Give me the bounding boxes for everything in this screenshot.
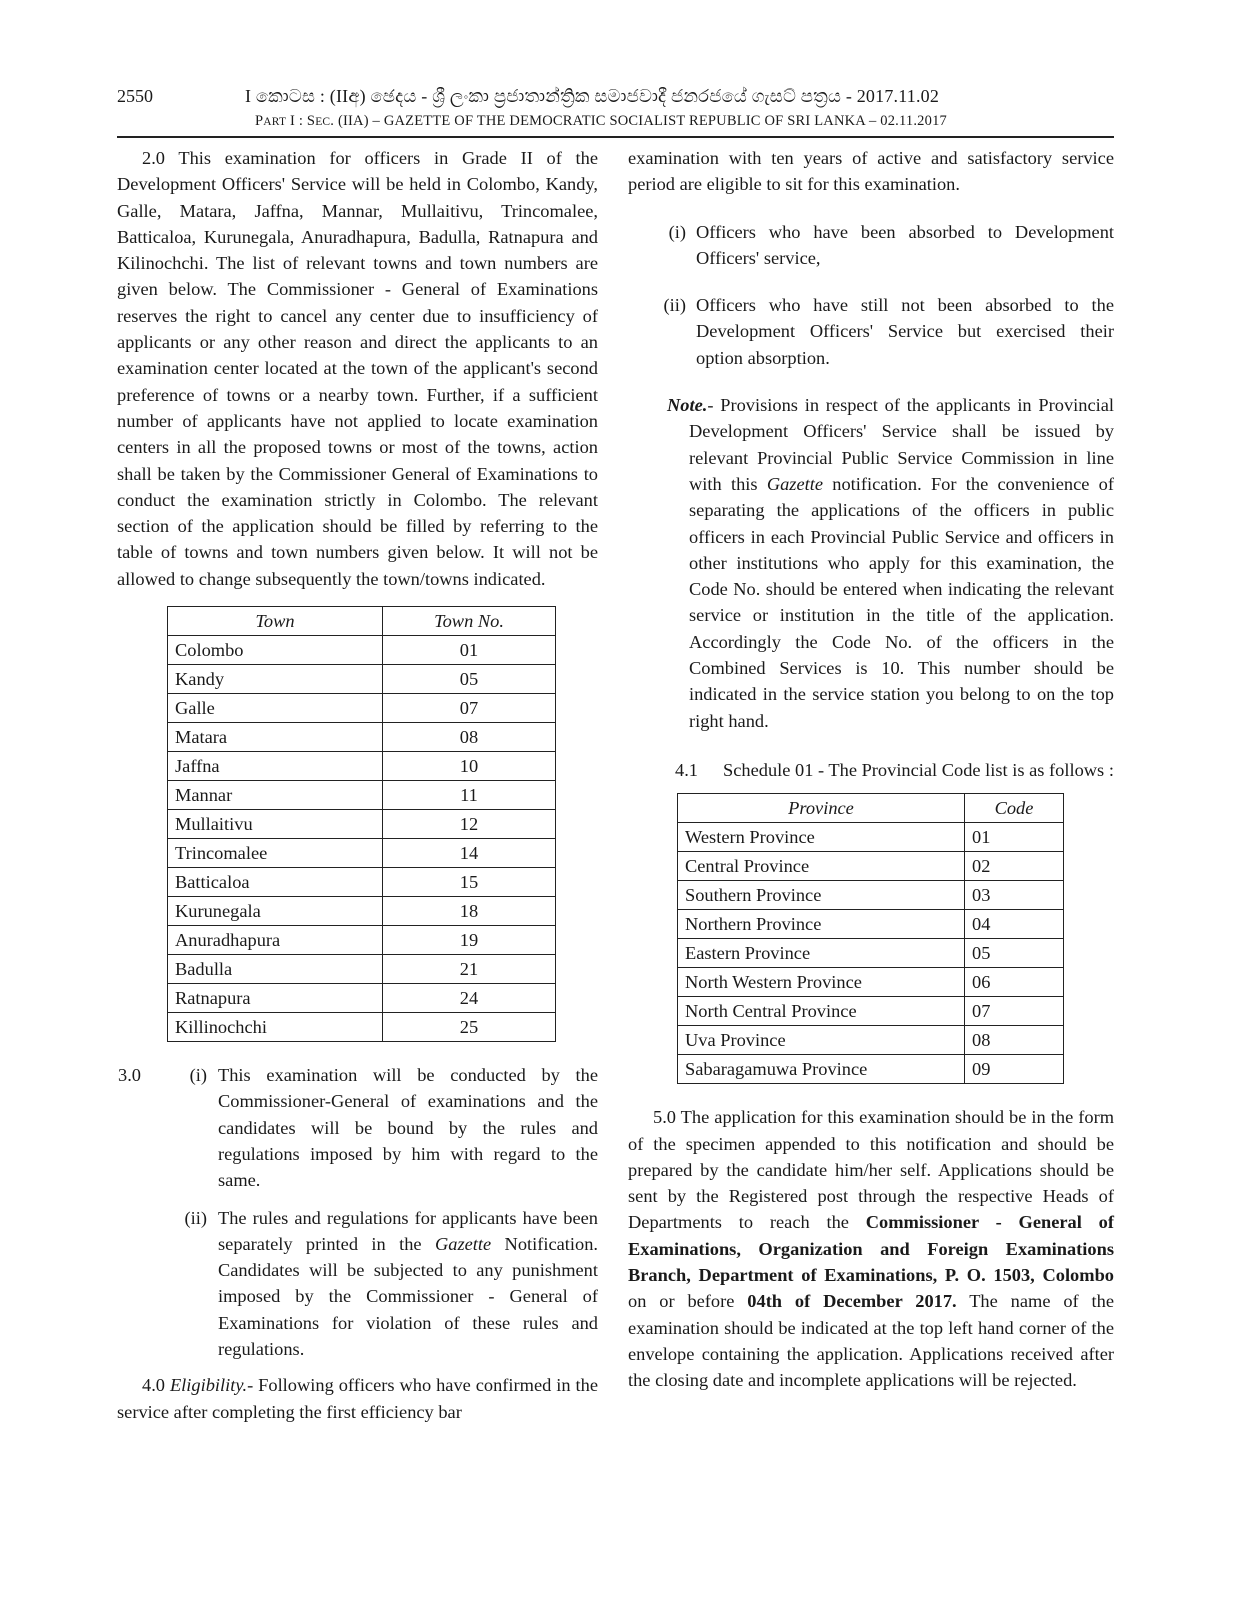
table-row — [678, 1055, 1064, 1084]
town-name-cell: Mullaitivu — [168, 810, 383, 839]
table-row — [168, 752, 556, 781]
province-table — [677, 793, 1064, 1084]
code-header: Code — [965, 794, 1064, 823]
section-4-1-number: 4.1 — [675, 759, 698, 780]
town-number-cell: 14 — [383, 839, 556, 868]
table-row — [678, 968, 1064, 997]
table-row — [678, 910, 1064, 939]
town-name-cell: Kurunegala — [168, 897, 383, 926]
section-4-1-text: Schedule 01 - The Provincial Code list is as follows : — [723, 759, 1114, 780]
section-3-0 — [117, 1062, 598, 1362]
table-row — [168, 839, 556, 868]
province-name-cell: Sabaragamuwa Province — [678, 1055, 965, 1084]
town-name-cell: Batticaloa — [168, 868, 383, 897]
table-row — [168, 636, 556, 665]
town-table-header — [168, 607, 556, 636]
town-number-cell: 12 — [383, 810, 556, 839]
paragraph-2-0: 2.0 This examination for officers in Grade II of the Development Officers' Service will be held in Colombo, Kandy, Galle, Matara, Jaffna, Mannar, Mullaitivu, Trincomalee, Batticaloa, Kurunegala, Anuradhapura, Badulla, Ratnapura and Kilinochchi. The list of relevant towns and town numbers are given below. The Commissioner - General of Examinations reserves the right to cancel any center due to insufficiency of applicants or any other reason and direct the applicants to an examination center located at the town of the applicant's second preference of towns or a nearby town. Further, if a sufficient number of applicants have not applied to locate examination centers in all the proposed towns or most of the towns, action shall be taken by the Commissioner General of Examinations to conduct the examination strictly in Colombo. The relevant section of the application should be filled by referring to the table of towns and town numbers given below. It will not be allowed to change subsequently the town/towns indicated. — [117, 148, 598, 589]
section-4-1 — [628, 757, 1114, 783]
table-row — [168, 926, 556, 955]
table-row — [678, 1026, 1064, 1055]
town-number-cell: 15 — [383, 868, 556, 897]
header-rule — [117, 136, 1114, 138]
province-name-cell: Eastern Province — [678, 939, 965, 968]
town-number-cell: 08 — [383, 723, 556, 752]
province-code-cell: 09 — [965, 1055, 1064, 1084]
province-code-cell: 04 — [965, 910, 1064, 939]
eligibility-item-i-label: (i) — [668, 221, 686, 242]
province-code-cell: 08 — [965, 1026, 1064, 1055]
table-row — [168, 723, 556, 752]
note-paragraph: Note.- Provisions in respect of the applicants in Provincial Development Officers' Service shall be issued by relevant Provincial Public Service Commission in line with this Gazette notification. For the convenience of separating the applications of the officers in public officers in each Provincial Public Service and officers in other institutions who apply for this examination, the Code No. should be entered when indicating the relevant service or institution in the title of the application. Accordingly the Code No. of the officers in the Combined Services is 10. This number should be indicated in the service station you belong to on the top right hand. — [667, 395, 1114, 731]
left-column — [117, 145, 598, 1425]
province-code-cell: 03 — [965, 881, 1064, 910]
section-3-i-text: This examination will be conducted by the Commissioner-General of examinations and the candidates will be bound by the rules and regulations imposed by him with regard to the same. — [218, 1065, 598, 1191]
table-row — [168, 665, 556, 694]
section-4-0: 4.0 Eligibility.- Following officers who have confirmed in the service after completing the first efficiency bar — [117, 1375, 598, 1422]
header-english-title: PART I : SEC. (IIA) – GAZETTE OF THE DEMOCRATIC SOCIALIST REPUBLIC OF SRI LANKA – 02.11.2017 — [255, 113, 947, 129]
town-number-cell: 21 — [383, 955, 556, 984]
town-name-cell: Matara — [168, 723, 383, 752]
table-row — [168, 955, 556, 984]
town-header: Town — [168, 607, 383, 636]
table-row — [678, 881, 1064, 910]
town-name-cell: Anuradhapura — [168, 926, 383, 955]
table-row — [678, 997, 1064, 1026]
section-5-0: 5.0 The application for this examination should be in the form of the specimen appended to this notification and should be prepared by the candidate him/her self. Applications should be sent by the Registered post through the respective Heads of Departments to reach the Commissioner - General of Examinations, Organization and Foreign Examinations Branch, Department of Examinations, P. O. 1503, Colombo on or before 04th of December 2017. The name of the examination should be indicated at the top left hand corner of the envelope containing the application. Applications received after the closing date and incomplete applications will be rejected. — [628, 1107, 1115, 1391]
province-name-cell: Uva Province — [678, 1026, 965, 1055]
page-number: 2550 — [117, 86, 153, 106]
province-header: Province — [678, 794, 965, 823]
section-3-ii-label: (ii) — [184, 1207, 207, 1228]
town-number-cell: 01 — [383, 636, 556, 665]
eligibility-item-ii-text: Officers who have still not been absorbed to the Development Officers' Service but exercised their option absorption. — [696, 295, 1114, 368]
eligibility-item-ii — [628, 292, 1114, 371]
town-table — [167, 606, 556, 1042]
town-name-cell: Badulla — [168, 955, 383, 984]
town-number-cell: 18 — [383, 897, 556, 926]
town-number-cell: 19 — [383, 926, 556, 955]
section-3-i-label: (i) — [189, 1065, 207, 1086]
table-row — [168, 984, 556, 1013]
town-name-cell: Ratnapura — [168, 984, 383, 1013]
province-name-cell: North Central Province — [678, 997, 965, 1026]
province-name-cell: Central Province — [678, 852, 965, 881]
province-table-header — [678, 794, 1064, 823]
province-code-cell: 01 — [965, 823, 1064, 852]
table-row — [168, 781, 556, 810]
province-code-cell: 06 — [965, 968, 1064, 997]
section-3-number: 3.0 — [118, 1065, 141, 1086]
town-name-cell: Mannar — [168, 781, 383, 810]
province-name-cell: Southern Province — [678, 881, 965, 910]
table-row — [168, 868, 556, 897]
province-name-cell: North Western Province — [678, 968, 965, 997]
town-number-cell: 24 — [383, 984, 556, 1013]
table-row — [168, 694, 556, 723]
town-name-cell: Trincomalee — [168, 839, 383, 868]
town-number-cell: 07 — [383, 694, 556, 723]
table-row — [678, 852, 1064, 881]
table-row — [678, 823, 1064, 852]
eligibility-item-ii-label: (ii) — [663, 295, 686, 316]
town-name-cell: Jaffna — [168, 752, 383, 781]
header-sinhala-title: I කොටස : (IIඅ) ඡෙදය - ශ්‍රී ලංකා ප්‍රජාතාන්ත්‍රික සමාජවාදී ජනරජයේ ගැසට් පත්‍රය - 2017.11.02 — [245, 86, 940, 106]
town-number-cell: 05 — [383, 665, 556, 694]
town-number-cell: 25 — [383, 1013, 556, 1042]
table-row — [168, 810, 556, 839]
table-row — [678, 939, 1064, 968]
province-code-cell: 07 — [965, 997, 1064, 1026]
right-column — [628, 145, 1114, 1394]
province-name-cell: Western Province — [678, 823, 965, 852]
section-3-ii-text: The rules and regulations for applicants have been separately printed in the Gazette Notification. Candidates will be subjected to any punishment imposed by the Commissioner - General of Examinations for violation of these rules and regulations. — [218, 1207, 599, 1360]
table-row — [168, 1013, 556, 1042]
eligibility-item-i-text: Officers who have been absorbed to Development Officers' service, — [696, 221, 1114, 268]
town-no-header: Town No. — [383, 607, 556, 636]
town-name-cell: Killinochchi — [168, 1013, 383, 1042]
province-name-cell: Northern Province — [678, 910, 965, 939]
town-name-cell: Galle — [168, 694, 383, 723]
province-code-cell: 02 — [965, 852, 1064, 881]
table-row — [168, 897, 556, 926]
town-number-cell: 10 — [383, 752, 556, 781]
town-number-cell: 11 — [383, 781, 556, 810]
eligibility-item-i — [628, 219, 1114, 272]
town-name-cell: Kandy — [168, 665, 383, 694]
section-4-continued: examination with ten years of active and satisfactory service period are eligible to sit for this examination. — [628, 148, 1114, 195]
town-name-cell: Colombo — [168, 636, 383, 665]
province-code-cell: 05 — [965, 939, 1064, 968]
